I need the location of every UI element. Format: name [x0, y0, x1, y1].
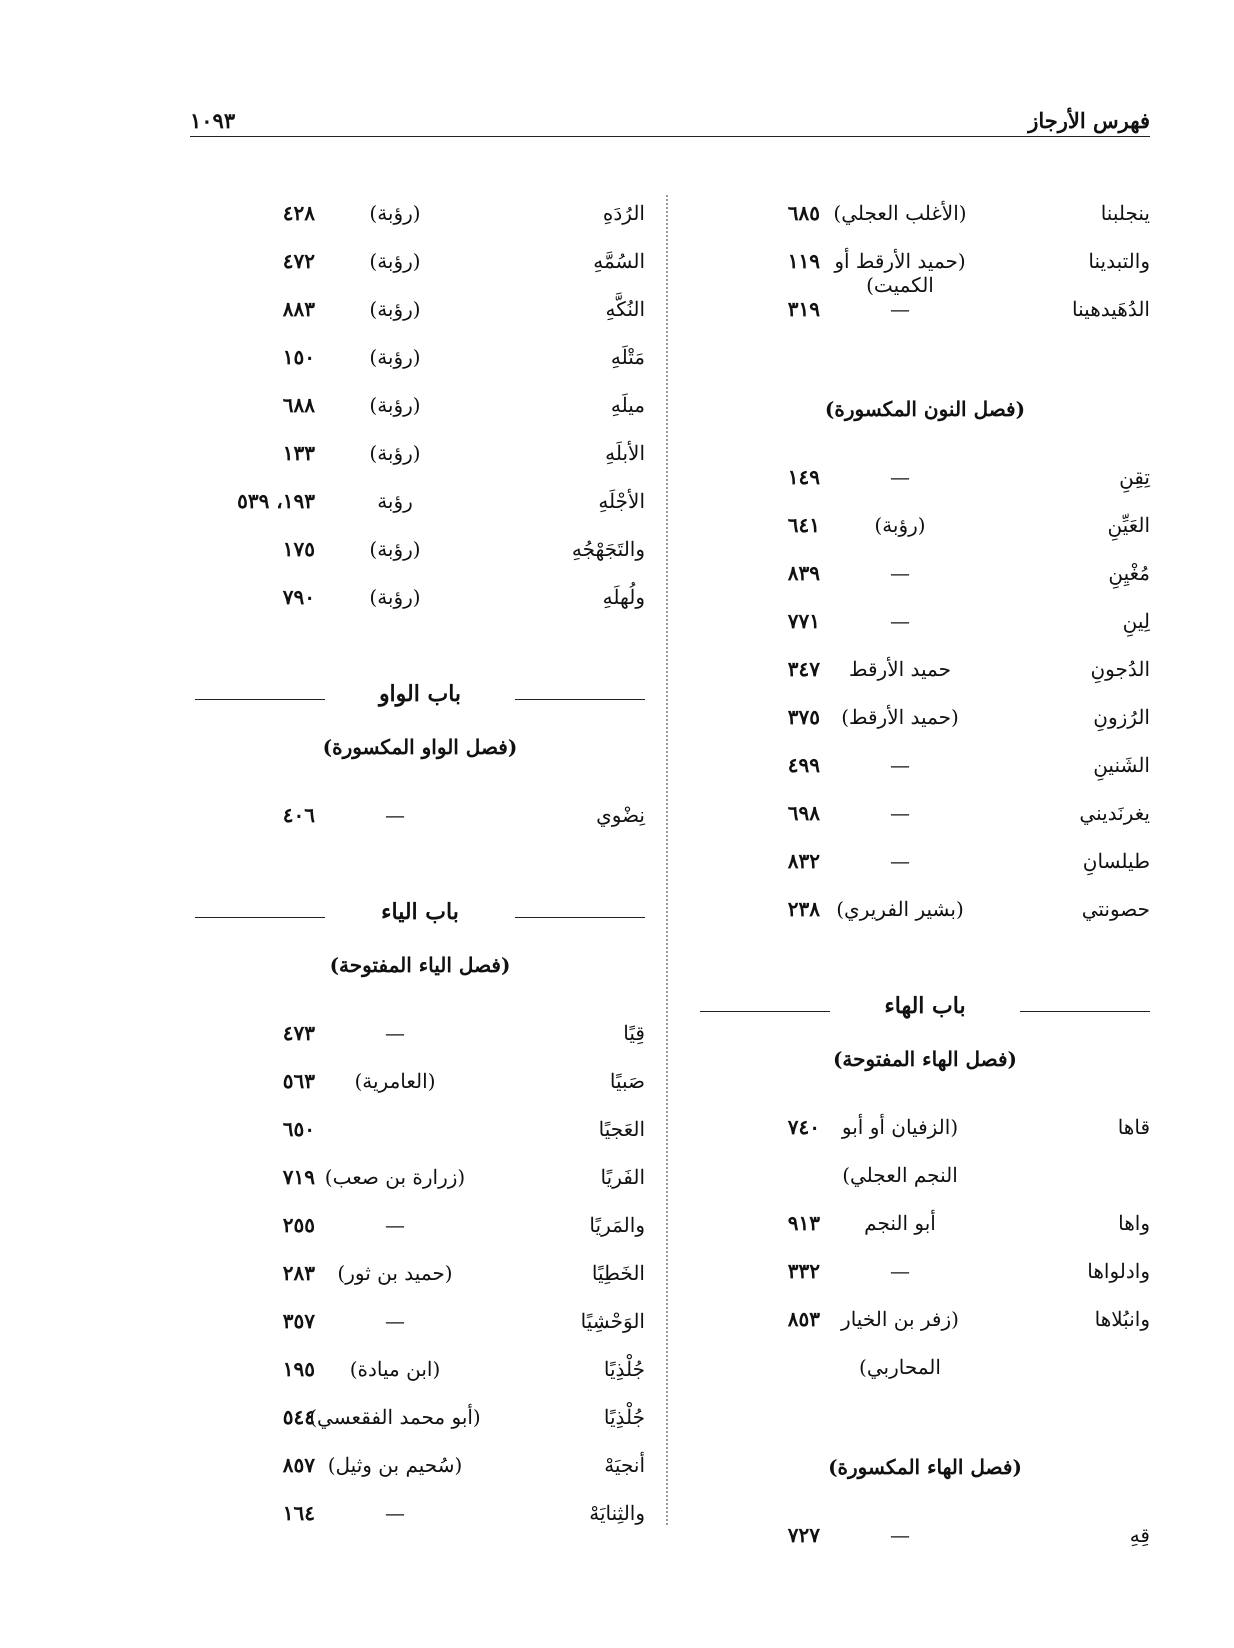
- index-entry: [195, 795, 645, 843]
- entry-list: [195, 795, 645, 843]
- entry-word: الأبلَهِ: [605, 441, 645, 465]
- index-entry: [700, 457, 1150, 505]
- entry-poet: (رؤبة): [369, 537, 421, 561]
- entry-word: الفَريًا: [600, 1165, 645, 1189]
- entry-page: ٥٤٤: [282, 1405, 315, 1429]
- entry-word: وادلواها: [1087, 1259, 1150, 1283]
- entry-page: ٧٩٠: [282, 585, 315, 609]
- index-entry: [700, 793, 1150, 841]
- entry-poet: (الأغلب العجلي): [833, 201, 967, 225]
- entry-page: ٩١٣: [787, 1211, 820, 1235]
- entry-poet: رؤبة: [377, 489, 413, 513]
- entry-poet: (ابن ميادة): [349, 1357, 441, 1381]
- chapter-label: باب الياء: [381, 899, 459, 925]
- entry-page: ٧٤٠: [787, 1115, 820, 1139]
- section-heading: (فصل الهاء المكسورة): [828, 1455, 1022, 1479]
- entry-poet: —: [385, 1213, 405, 1237]
- entry-page: ٦٤١: [787, 513, 820, 537]
- entry-word: الأجْلَهِ: [598, 489, 645, 513]
- entry-word: الرُدَهِ: [602, 201, 645, 225]
- entry-page: ١٧٥: [282, 537, 315, 561]
- entry-poet: —: [385, 1021, 405, 1045]
- entry-page: ٢٣٨: [787, 897, 820, 921]
- chapter-rule: [195, 917, 325, 918]
- index-entry: [700, 697, 1150, 745]
- index-entry: [195, 1109, 645, 1157]
- section-heading: (فصل الياء المفتوحة): [329, 953, 511, 977]
- entry-word: الشَنينِ: [1093, 753, 1150, 777]
- entry-word: جُلْذِيًا: [603, 1357, 645, 1381]
- index-entry: [195, 1253, 645, 1301]
- entry-poet: (رؤبة): [874, 513, 926, 537]
- entry-page: ١٩٣، ٥٣٩: [237, 489, 315, 513]
- entry-list: [195, 193, 645, 625]
- entry-page: ٣١٩: [787, 297, 820, 321]
- entry-poet: (زرارة بن صعب): [324, 1165, 466, 1189]
- entry-page: ٨٣٩: [787, 561, 820, 585]
- entry-word: ميلَهِ: [610, 393, 645, 417]
- entry-page: ٣٤٧: [787, 657, 820, 681]
- index-entry: [700, 553, 1150, 601]
- entry-list: [700, 193, 1150, 337]
- entry-poet: —: [890, 297, 910, 321]
- entry-word: ولُهلَهِ: [602, 585, 645, 609]
- index-entry: [700, 889, 1150, 937]
- index-entry: [195, 577, 645, 625]
- entry-poet: (رؤبة): [369, 441, 421, 465]
- entry-word: واها: [1118, 1211, 1150, 1235]
- chapter-rule: [195, 699, 325, 700]
- index-entry: [195, 193, 645, 241]
- entry-word: مُغْيِنِ: [1108, 561, 1150, 585]
- entry-page: ١٦٤: [282, 1501, 315, 1525]
- entry-word: الوَحْشِيًا: [580, 1309, 645, 1333]
- entry-word: قاها: [1117, 1115, 1150, 1139]
- entry-page: ١٤٩: [787, 465, 820, 489]
- chapter-label: باب الهاء: [884, 993, 966, 1019]
- index-entry: [195, 1493, 645, 1541]
- index-entry: [700, 1155, 1150, 1203]
- index-entry: [700, 1347, 1150, 1395]
- entry-poet: —: [385, 803, 405, 827]
- entry-poet: (رؤبة): [369, 585, 421, 609]
- index-entry: [700, 601, 1150, 649]
- entry-word: العَجيًا: [598, 1117, 645, 1141]
- entry-page: ٧٧١: [787, 609, 820, 633]
- section-heading: (فصل الهاء المفتوحة): [832, 1047, 1018, 1071]
- entry-word: ينجلبنا: [1100, 201, 1150, 225]
- index-entry: [195, 1157, 645, 1205]
- entry-page: ٢٥٥: [282, 1213, 315, 1237]
- entry-poet: (حميد بن ثور): [337, 1261, 453, 1285]
- left-column: [195, 193, 645, 1541]
- index-entry: [700, 1299, 1150, 1347]
- entry-page: ٥٦٣: [282, 1069, 315, 1093]
- chapter-label: باب الواو: [378, 681, 462, 707]
- entry-poet: (سُحيم بن وثيل): [327, 1453, 463, 1477]
- section-heading: (فصل النون المكسورة): [824, 397, 1026, 421]
- index-entry: [700, 1515, 1150, 1563]
- entry-word: مَتْلَهِ: [610, 345, 645, 369]
- entry-word: السُمَّهِ: [593, 249, 645, 273]
- entry-page: ٤٩٩: [787, 753, 820, 777]
- entry-word: تِقِنِ: [1119, 465, 1150, 489]
- chapter-rule: [700, 1011, 830, 1012]
- entry-page: ٢٨٣: [282, 1261, 315, 1285]
- index-entry: [195, 481, 645, 529]
- entry-word: الخَطِيًا: [591, 1261, 645, 1285]
- entry-poet: (رؤبة): [369, 297, 421, 321]
- entry-poet: (رؤبة): [369, 249, 421, 273]
- entry-word: الدُجونِ: [1090, 657, 1150, 681]
- entry-word: والمَريًا: [589, 1213, 645, 1237]
- right-column: [700, 193, 1150, 1563]
- index-entry: [195, 1397, 645, 1445]
- entry-page: ٤٢٨: [282, 201, 315, 225]
- index-entry: [195, 337, 645, 385]
- index-entry: [700, 241, 1150, 297]
- index-entry: [700, 649, 1150, 697]
- entry-poet: —: [890, 609, 910, 633]
- entry-page: ٤٠٦: [282, 803, 315, 827]
- index-entry: [700, 1107, 1150, 1155]
- entry-page: ١١٩: [787, 249, 820, 273]
- chapter-heading: [195, 891, 645, 941]
- entry-page: ١٣٣: [282, 441, 315, 465]
- entry-poet: (رؤبة): [369, 201, 421, 225]
- entry-word: قِهِ: [1129, 1523, 1150, 1547]
- entry-page: ٧٢٧: [787, 1523, 820, 1547]
- index-entry: [195, 529, 645, 577]
- index-entry: [195, 385, 645, 433]
- index-entry: [195, 1349, 645, 1397]
- entry-page: ١٩٥: [282, 1357, 315, 1381]
- index-entry: [195, 289, 645, 337]
- index-entry: [700, 193, 1150, 241]
- entry-page: ٨٥٣: [787, 1307, 820, 1331]
- entry-page: ٦٨٨: [282, 393, 315, 417]
- entry-page: ٧١٩: [282, 1165, 315, 1189]
- entry-word: النُكَّهِ: [605, 297, 645, 321]
- entry-word: صَبيًا: [609, 1069, 645, 1093]
- entry-page: ٦٥٠: [282, 1117, 315, 1141]
- index-entry: [195, 1061, 645, 1109]
- entry-word: الدُهَيدهينا: [1072, 297, 1150, 321]
- index-entry: [195, 1301, 645, 1349]
- index-entry: [195, 433, 645, 481]
- entry-word: لِينِ: [1122, 609, 1150, 633]
- entry-poet: حميد الأرقط: [849, 657, 951, 681]
- column-divider: [666, 195, 668, 1525]
- entry-poet: (رؤبة): [369, 345, 421, 369]
- entry-poet: —: [890, 801, 910, 825]
- entry-poet: (حميد الأرقط أو الكميت): [834, 249, 966, 297]
- entry-poet: أبو النجم: [864, 1211, 936, 1235]
- entry-poet: (بشير الفريري): [836, 897, 964, 921]
- entry-poet: (أبو محمد الفقعسي): [309, 1405, 481, 1429]
- entry-poet: —: [890, 465, 910, 489]
- entry-page: ١٥٠: [282, 345, 315, 369]
- index-entry: [700, 505, 1150, 553]
- index-title: فهرس الأرجاز: [1028, 108, 1150, 133]
- index-entry: [195, 1205, 645, 1253]
- entry-page: ٣٥٧: [282, 1309, 315, 1333]
- entry-page: ٣٧٥: [787, 705, 820, 729]
- entry-poet: (رؤبة): [369, 393, 421, 417]
- entry-poet: —: [890, 849, 910, 873]
- entry-word: نِضْوي: [596, 803, 645, 827]
- index-entry: [700, 841, 1150, 889]
- entry-poet: —: [385, 1501, 405, 1525]
- index-entry: [195, 1013, 645, 1061]
- entry-poet: —: [890, 753, 910, 777]
- entry-word: جُلْذِيًا: [603, 1405, 645, 1429]
- entry-poet: —: [385, 1309, 405, 1333]
- entry-list: [700, 1515, 1150, 1563]
- entry-poet: —: [890, 1259, 910, 1283]
- entry-page: ٨٥٧: [282, 1453, 315, 1477]
- entry-word: أنجيَهْ: [604, 1453, 645, 1477]
- chapter-heading: [700, 985, 1150, 1035]
- index-entry: [700, 745, 1150, 793]
- entry-poet: (العامرية): [354, 1069, 436, 1093]
- entry-page: ٣٣٢: [787, 1259, 820, 1283]
- entry-page: ٤٧٢: [282, 249, 315, 273]
- section-heading: (فصل الواو المكسورة): [322, 735, 518, 759]
- entry-poet: المحاربي): [859, 1355, 941, 1379]
- entry-page: ٦٨٥: [787, 201, 820, 225]
- index-entry: [195, 241, 645, 289]
- entry-word: يغرنَديني: [1079, 801, 1150, 825]
- entry-page: ٦٩٨: [787, 801, 820, 825]
- entry-list: [700, 457, 1150, 937]
- entry-poet: (الزفيان أو أبو: [841, 1115, 959, 1139]
- index-entry: [700, 1203, 1150, 1251]
- index-entry: [700, 1251, 1150, 1299]
- entry-poet: (حميد الأرقط): [841, 705, 959, 729]
- entry-word: وانبُلاها: [1094, 1307, 1150, 1331]
- entry-word: والتَجَهْجُهِ: [571, 537, 645, 561]
- entry-word: والثِنايَهْ: [589, 1501, 645, 1525]
- entry-word: العَيِّنِ: [1107, 513, 1150, 537]
- index-entry: [195, 1445, 645, 1493]
- entry-page: ٤٧٣: [282, 1021, 315, 1045]
- entry-list: [700, 1107, 1150, 1395]
- entry-word: الرُزونِ: [1093, 705, 1150, 729]
- index-entry: [700, 289, 1150, 337]
- entry-poet: —: [890, 1523, 910, 1547]
- entry-word: طيلسانِ: [1082, 849, 1150, 873]
- entry-poet: النجم العجلي): [842, 1163, 958, 1187]
- entry-poet: —: [890, 561, 910, 585]
- header-rule: [190, 136, 1150, 137]
- entry-poet: (زفر بن الخيار: [841, 1307, 959, 1331]
- entry-word: والتبدينا: [1088, 249, 1150, 273]
- entry-page: ٨٣٢: [787, 849, 820, 873]
- entry-list: [195, 1013, 645, 1541]
- entry-word: حصونتي: [1081, 897, 1150, 921]
- chapter-heading: [195, 673, 645, 723]
- page-number: ١٠٩٣: [190, 108, 236, 133]
- entry-page: ٨٨٣: [282, 297, 315, 321]
- entry-word: قِيًا: [623, 1021, 645, 1045]
